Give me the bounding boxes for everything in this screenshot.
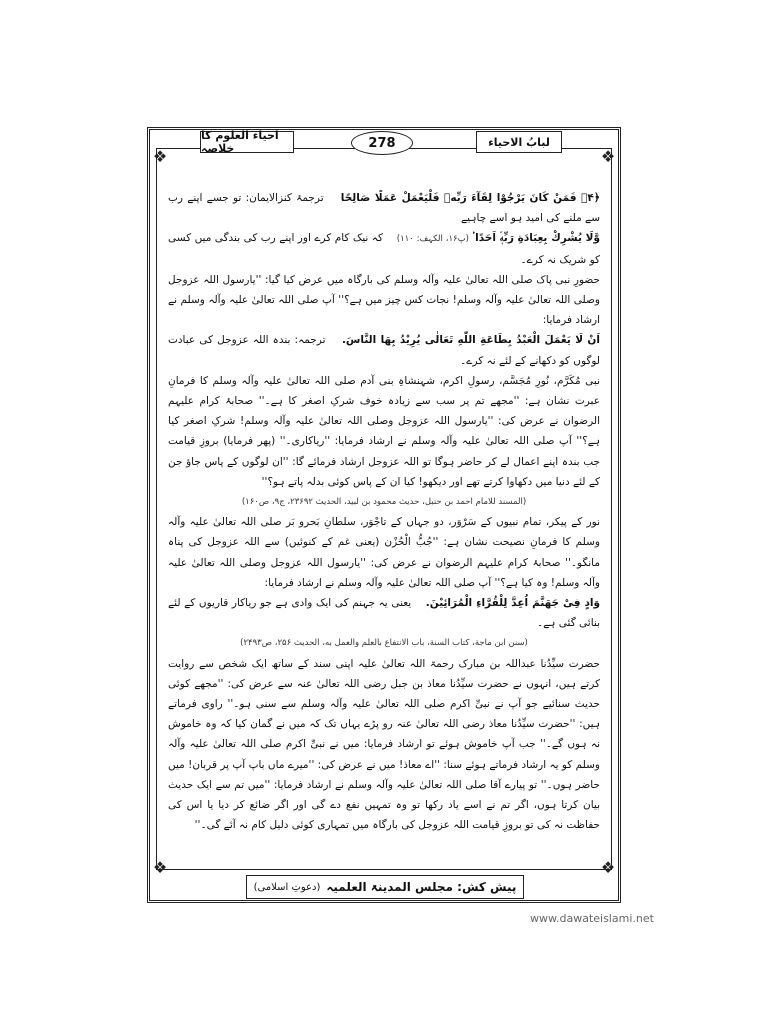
reference-2: (سنن ابن ماجة، کتاب السنة، باب الانتفاع بالعلم والعمل به، الحدیث ۲۵۶، ص۲۴۹۳) [240,638,528,649]
section-title: احیاء العلوم کا خلاصہ [200,131,294,153]
paragraph-2: نبی مُکَرَّم، نُورِ مُجَسَّم، رسولِ اکرم، شہنشاہِ بنی آدم صلی اللہ تعالیٰ علیہ وآلہ وسلم کا فرمانِ عبرت نشان ہے: ''مجھے تم پر سب سے زیادہ خوف شرکِ اصغر کا ہے۔'' صحابۂ کرام علیہم الرضوان نے عرض کی: ''یارسول اللہ عزوجل وصلی اللہ تعالیٰ علیہ وآلہ وسلم! شرکِ اصغر کیا ہے؟'' آپ صلی اللہ تعالیٰ علیہ وآلہ وسلم نے ارشاد فرمایا: ''ریاکاری۔'' (پھر فرمایا) بروزِ قیامت جب بندہ اپنے اعمال لے کر حاضر ہوگا تو اللہ عزوجل ارشاد فرمائے گا: ''ان لوگوں کے پاس جاؤ جن کے لئے دنیا میں دکھاوا کرتے تھے اور دیکھو! کیا ان کے پاس کوئی بدلہ پاتے ہو؟'' [168,374,600,488]
verse-translation-2: کہ نیک کام کرے اور اپنے رب کی بندگی میں کسی کو شریک نہ کرے۔ [168,232,600,266]
book-title: لبابُ الاحیاء [476,131,562,153]
verse-line-2 [168,228,600,269]
website-watermark: www.dawateislami.net [530,912,654,925]
hadith-1-arabic: اَنْ لَا یَعْمَلَ الْعَبْدُ بِطَاعَةِ اللّٰهِ تَعَالٰی یُرِیْدُ بِهَا النَّاسَ. [341,334,600,347]
publisher-name: مجلس المدینۃ العلمیہ [326,880,453,894]
page-body [168,188,600,848]
publisher-prefix: پیش کش: [457,880,517,894]
verse-arabic-2: وَّلَا يُشْرِكْ بِعِبَادَةِ رَبِّهٖۤ اَحَدًا ۟ [472,232,600,245]
publisher-banner [246,875,524,899]
corner-ornament-icon: ❖ [152,147,168,166]
hadith-2 [168,593,600,633]
corner-ornament-icon: ❖ [600,147,616,166]
corner-ornament-icon: ❖ [152,858,168,877]
reference-1: (المسند للامام احمد بن حنبل، حدیث محمود بن لبید، الحدیث ۲۳۶۹۲، ج۹، ص۱۶۰) [241,497,527,508]
verse-line-1 [168,188,600,228]
hadith-1 [168,330,600,370]
page-number: 278 [351,131,413,155]
verse-arabic-1: ﴿۴﴾ فَمَنْ كَانَ يَرْجُوْا لِقَآءَ رَبِّهٖ فَلْيَعْمَلْ عَمَلًا صَالِحًا [340,192,600,204]
paragraph-1: حضورِ نبی پاک صلی اللہ تعالیٰ علیہ وآلہ وسلم کی بارگاہ میں عرض کیا گیا: ''یارسول اللہ عزوجل وصلی اللہ تعالیٰ علیہ وآلہ وسلم! نجات کس چیز میں ہے؟'' آپ صلی اللہ تعالیٰ علیہ وآلہ وسلم نے ارشاد فرمایا: [168,273,600,327]
verse-reference: (پ۱۶، الکہف: ۱۱۰) [396,234,469,245]
corner-ornament-icon: ❖ [600,858,616,877]
verse-translation-1: ترجمۂ کنزالایمان: تو جسے اپنے رب سے ملنے کی امید ہو اسے چاہیے [168,192,600,225]
paragraph-3: نور کے پیکر، تمام نبیوں کے سَرْوَر، دو جہاں کے تاجْوَر، سلطانِ بَحرو بَر صلی اللہ تعالیٰ علیہ وآلہ وسلم کا فرمانِ نصیحت نشان ہے: ''جُبُّ الْحُزْن (یعنی غم کے کنوئیں) سے اللہ عزوجل کی پناہ مانگو۔'' صحابۂ کرام علیہم الرضوان نے عرض کی: ''یارسول اللہ عزوجل وصلی اللہ تعالیٰ علیہ وآلہ وسلم! وہ کیا ہے؟'' آپ صلی اللہ تعالیٰ علیہ وآلہ وسلم نے ارشاد فرمایا: [168,516,600,589]
hadith-2-arabic: وَادٍ فِیْ جَهَنَّمَ اُعِدَّ لِلْقُرَّاءِ الْمُرَائِیْنَ. [425,597,600,610]
publisher-sub: (دعوتِ اسلامی) [253,881,321,893]
paragraph-4: حضرت سیِّدُنا عبداللہ بن مبارک رحمۃ اللہ تعالیٰ علیہ اپنی سند کے ساتھ ایک شخص سے روایت کرتے ہیں، انہوں نے حضرت سیِّدُنا معاذ بن جبل رضی اللہ تعالیٰ عنہ سے عرض کی: ''مجھے کوئی حدیث سنائیے جو آپ نے نبیِّ اکرم صلی اللہ تعالیٰ علیہ وآلہ وسلم سے سنی ہو۔'' راوی فرماتے ہیں: ''حضرت سیِّدُنا معاذ رضی اللہ تعالیٰ عنہ رو پڑے یہاں تک کہ میں نے گمان کیا کہ وہ خاموش نہ ہوں گے۔'' جب آپ خاموش ہوئے تو ارشاد فرمایا: میں نے نبیِّ اکرم صلی اللہ تعالیٰ علیہ وآلہ وسلم کو یہ ارشاد فرماتے ہوئے سنا: ''اے معاذ! میں نے عرض کی: ''میرے ماں باپ آپ پر قربان! میں حاضر ہوں۔'' تو پیارے آقا صلی اللہ تعالیٰ علیہ وآلہ وسلم نے ارشاد فرمایا: ''میں تم سے ایک حدیث بیان کرتا ہوں، اگر تم نے اسے یاد رکھا تو وہ تمہیں نفع دے گی اور اگر ضائع کر دیا یا اس کی حفاظت نہ کی تو بروزِ قیامت اللہ عزوجل کی بارگاہ میں تمہاری کوئی دلیل کام نہ آئے گی۔'' [168,657,600,832]
hadith-1-translation: ترجمہ: بندہ اللہ عزوجل کی عبادت لوگوں کو دکھانے کے لئے نہ کرے۔ [168,334,600,367]
hadith-2-translation: یعنی یہ جہنم کی ایک وادی ہے جو ریاکار قاریوں کے لئے بنائی گئی ہے۔ [168,597,600,630]
